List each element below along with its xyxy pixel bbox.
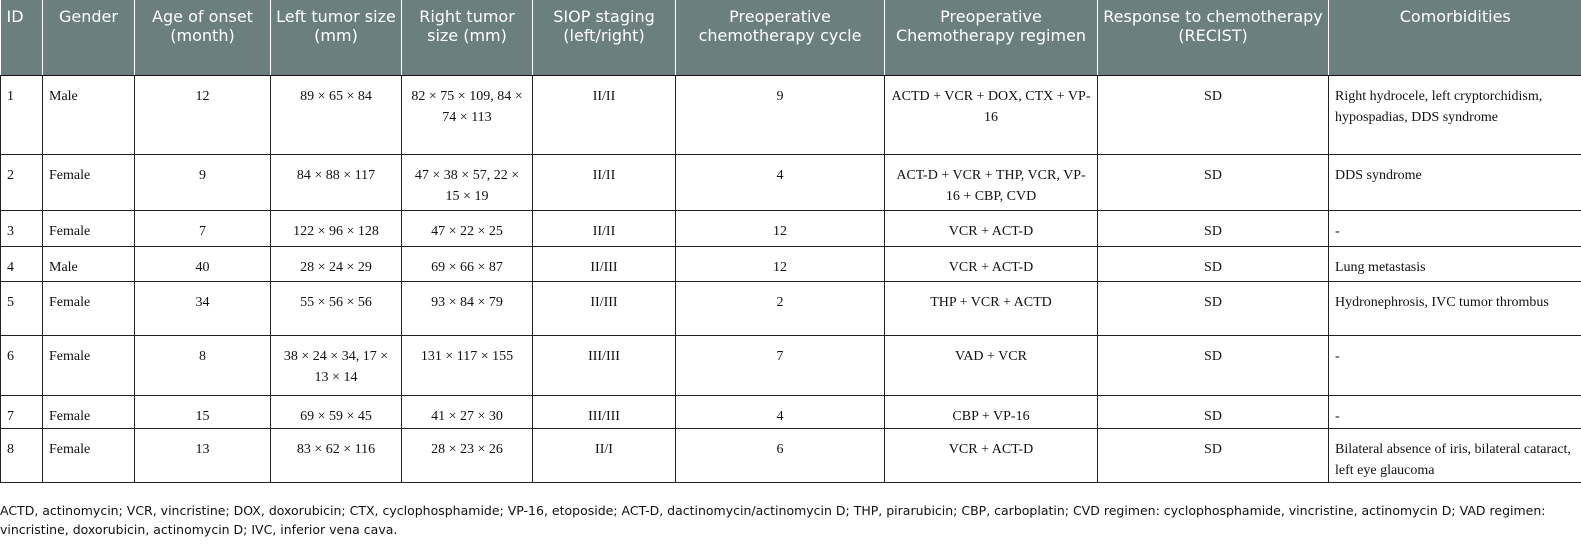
header-response: Response to chemotherapy (RECIST) <box>1098 0 1329 75</box>
cell-id: 3 <box>1 210 43 246</box>
cell-left-size: 83 × 62 × 116 <box>271 428 402 482</box>
table-row <box>1 281 1581 335</box>
cell-id: 5 <box>1 281 43 335</box>
cell-cycle: 4 <box>676 395 885 428</box>
cell-regimen: ACT-D + VCR + THP, VCR, VP-16 + CBP, CVD <box>885 154 1098 210</box>
cell-right-size: 47 × 22 × 25 <box>402 210 533 246</box>
header-gender: Gender <box>43 0 135 75</box>
cell-right-size: 82 × 75 × 109, 84 × 74 × 113 <box>402 75 533 154</box>
cell-cycle: 12 <box>676 246 885 281</box>
table-body <box>1 75 1581 482</box>
cell-siop: III/III <box>533 335 676 395</box>
header-left-tumor-size: Left tumor size (mm) <box>271 0 402 75</box>
cell-left-size: 38 × 24 × 34, 17 × 13 × 14 <box>271 335 402 395</box>
cell-response: SD <box>1098 281 1329 335</box>
cell-left-size: 122 × 96 × 128 <box>271 210 402 246</box>
cell-gender: Female <box>43 395 135 428</box>
cell-cycle: 6 <box>676 428 885 482</box>
cell-id: 8 <box>1 428 43 482</box>
cell-regimen: CBP + VP-16 <box>885 395 1098 428</box>
header-chemo-regimen: Preoperative Chemotherapy regimen <box>885 0 1098 75</box>
cell-age: 34 <box>135 281 271 335</box>
table-row <box>1 335 1581 395</box>
table-row <box>1 154 1581 210</box>
cell-siop: II/II <box>533 154 676 210</box>
cell-right-size: 93 × 84 × 79 <box>402 281 533 335</box>
header-right-tumor-size: Right tumor size (mm) <box>402 0 533 75</box>
header-age-of-onset: Age of onset (month) <box>135 0 271 75</box>
table-row <box>1 428 1581 482</box>
cell-siop: II/I <box>533 428 676 482</box>
cell-right-size: 47 × 38 × 57, 22 × 15 × 19 <box>402 154 533 210</box>
cell-response: SD <box>1098 428 1329 482</box>
cell-gender: Male <box>43 246 135 281</box>
cell-comorbidities: - <box>1329 210 1581 246</box>
cell-regimen: VCR + ACT-D <box>885 210 1098 246</box>
cell-siop: II/II <box>533 210 676 246</box>
table-row <box>1 395 1581 428</box>
cell-left-size: 89 × 65 × 84 <box>271 75 402 154</box>
cell-response: SD <box>1098 335 1329 395</box>
cell-age: 12 <box>135 75 271 154</box>
cell-left-size: 28 × 24 × 29 <box>271 246 402 281</box>
cell-gender: Female <box>43 335 135 395</box>
cell-id: 2 <box>1 154 43 210</box>
cell-cycle: 2 <box>676 281 885 335</box>
cell-age: 13 <box>135 428 271 482</box>
cell-gender: Female <box>43 428 135 482</box>
cell-left-size: 55 × 56 × 56 <box>271 281 402 335</box>
cell-response: SD <box>1098 246 1329 281</box>
cell-cycle: 7 <box>676 335 885 395</box>
table-footnote: ACTD, actinomycin; VCR, vincristine; DOX, doxorubicin; CTX, cyclophosphamide; VP-16, etoposide; ACT-D, dactinomycin/actinomycin D; THP, pirarubicin; CBP, carboplatin; CVD regimen: cyclophosphamide, vincristine, actinomycin D; VAD regimen: vincristine, doxorubicin, actinomycin D; IVC, inferior vena cava. <box>0 503 1546 537</box>
cell-age: 9 <box>135 154 271 210</box>
cell-left-size: 84 × 88 × 117 <box>271 154 402 210</box>
cell-comorbidities: Bilateral absence of iris, bilateral cataract, left eye glaucoma <box>1329 428 1581 482</box>
header-siop-staging: SIOP staging (left/right) <box>533 0 676 75</box>
cell-gender: Male <box>43 75 135 154</box>
cell-age: 40 <box>135 246 271 281</box>
cell-comorbidities: DDS syndrome <box>1329 154 1581 210</box>
cell-right-size: 131 × 117 × 155 <box>402 335 533 395</box>
header-row <box>1 0 1581 75</box>
cell-age: 7 <box>135 210 271 246</box>
table-row <box>1 75 1581 154</box>
cell-age: 8 <box>135 335 271 395</box>
table-row <box>1 246 1581 281</box>
cell-comorbidities: - <box>1329 335 1581 395</box>
cell-id: 1 <box>1 75 43 154</box>
cell-response: SD <box>1098 75 1329 154</box>
cell-id: 7 <box>1 395 43 428</box>
cell-comorbidities: Hydronephrosis, IVC tumor thrombus <box>1329 281 1581 335</box>
header-chemo-cycle: Preoperative chemotherapy cycle <box>676 0 885 75</box>
header-id: ID <box>1 0 43 75</box>
cell-cycle: 4 <box>676 154 885 210</box>
cell-comorbidities: Lung metastasis <box>1329 246 1581 281</box>
cell-cycle: 12 <box>676 210 885 246</box>
cell-id: 6 <box>1 335 43 395</box>
cell-siop: II/III <box>533 246 676 281</box>
table-header <box>1 0 1581 75</box>
cell-gender: Female <box>43 210 135 246</box>
header-comorbidities: Comorbidities <box>1329 0 1581 75</box>
cell-right-size: 28 × 23 × 26 <box>402 428 533 482</box>
cell-response: SD <box>1098 210 1329 246</box>
cell-comorbidities: Right hydrocele, left cryptorchidism, hypospadias, DDS syndrome <box>1329 75 1581 154</box>
cell-gender: Female <box>43 154 135 210</box>
cell-left-size: 69 × 59 × 45 <box>271 395 402 428</box>
cell-regimen: VAD + VCR <box>885 335 1098 395</box>
cell-right-size: 69 × 66 × 87 <box>402 246 533 281</box>
cell-siop: II/II <box>533 75 676 154</box>
cell-siop: II/III <box>533 281 676 335</box>
cell-comorbidities: - <box>1329 395 1581 428</box>
cell-regimen: VCR + ACT-D <box>885 246 1098 281</box>
cell-right-size: 41 × 27 × 30 <box>402 395 533 428</box>
cell-cycle: 9 <box>676 75 885 154</box>
cell-id: 4 <box>1 246 43 281</box>
cell-regimen: VCR + ACT-D <box>885 428 1098 482</box>
cell-regimen: ACTD + VCR + DOX, CTX + VP-16 <box>885 75 1098 154</box>
cell-age: 15 <box>135 395 271 428</box>
table-row <box>1 210 1581 246</box>
cell-gender: Female <box>43 281 135 335</box>
cell-regimen: THP + VCR + ACTD <box>885 281 1098 335</box>
cell-siop: III/III <box>533 395 676 428</box>
cell-response: SD <box>1098 154 1329 210</box>
cell-response: SD <box>1098 395 1329 428</box>
